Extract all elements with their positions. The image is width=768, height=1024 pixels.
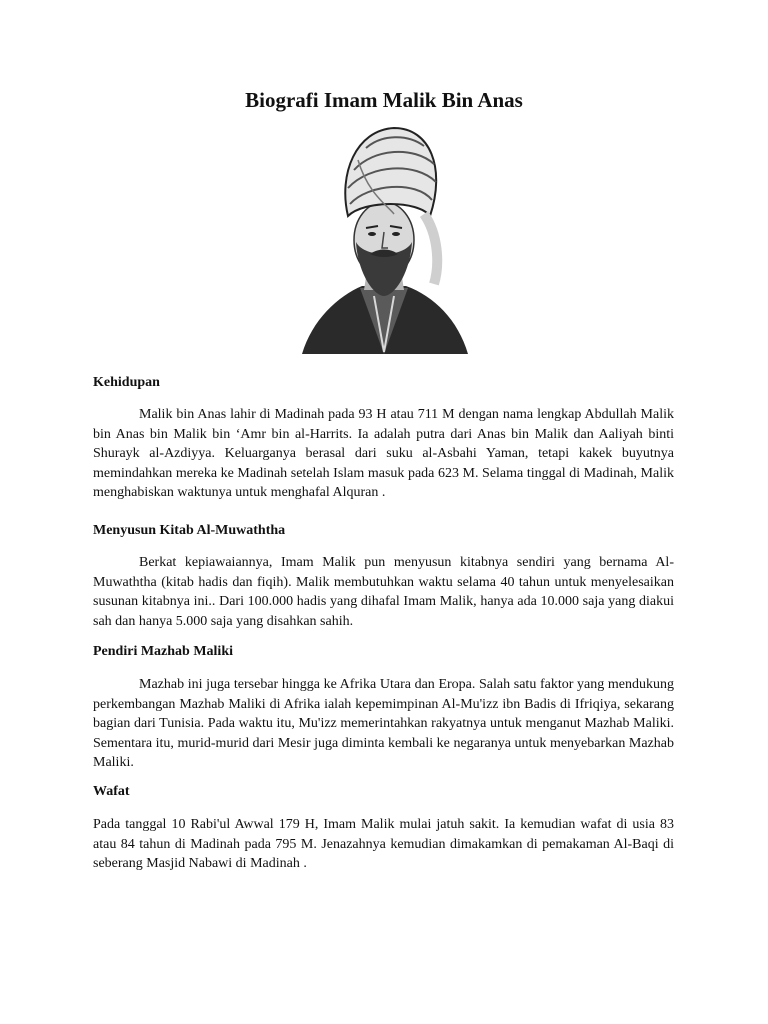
section-heading-kehidupan: Kehidupan xyxy=(93,375,160,390)
section-paragraph-mazhab-maliki: Mazhab ini juga tersebar hingga ke Afrika Utara dan Eropa. Salah satu faktor yang mendukung perkembangan Mazhab Maliki di Afrika ialah kepemimpinan Al-Mu'izz ibn Badis di Ifriqiya, sekarang bagian dari Tunisia. Pada waktu itu, Mu'izz memerintahkan rakyatnya untuk menganut Mazhab Maliki. Sementara itu, murid-murid dari Mesir juga diminta kembali ke negaranya untuk menyebarkan Mazhab Maliki. xyxy=(93,677,674,770)
section-paragraph-wafat: Pada tanggal 10 Rabi'ul Awwal 179 H, Imam Malik mulai jatuh sakit. Ia kemudian wafat di usia 83 atau 84 tahun di Madinah pada 795 M. Jenazahnya kemudian dimakamkan di pemakaman Al-Baqi di seberang Masjid Nabawi di Madinah . xyxy=(93,817,674,871)
section-heading-mazhab-maliki: Pendiri Mazhab Maliki xyxy=(93,644,233,659)
section-heading-wafat: Wafat xyxy=(93,784,130,799)
section-heading-muwaththa: Menyusun Kitab Al-Muwaththa xyxy=(93,523,286,538)
document-title: Biografi Imam Malik Bin Anas xyxy=(245,88,523,112)
section-paragraph-muwaththa: Berkat kepiawaiannya, Imam Malik pun menyusun kitabnya sendiri yang bernama Al-Muwaththa (kitab hadis dan fiqih). Malik membutuhkan waktu selama 40 tahun untuk menyelesaikan susunan kitabnya ini.. Dari 100.000 hadis yang dihafal Imam Malik, hanya ada 10.000 saja yang diakui sah dan hanya 5.000 saja yang disahkan sahih. xyxy=(93,555,674,629)
section-paragraph-kehidupan: Malik bin Anas lahir di Madinah pada 93 H atau 711 M dengan nama lengkap Abdullah Malik bin Anas bin Malik bin ‘Amr bin al-Harrits. Ia adalah putra dari Anas bin Malik dan Aaliyah binti Shurayk al-Azdiyya. Keluarganya berasal dari suku al-Asbahi Yaman, tetapi kakek buyutnya memindahkan mereka ke Madinah setelah Islam masuk pada 623 M. Selama tinggal di Madinah, Malik menghabiskan waktunya untuk menghafal Alquran . xyxy=(93,407,674,500)
portrait-image xyxy=(298,124,470,360)
